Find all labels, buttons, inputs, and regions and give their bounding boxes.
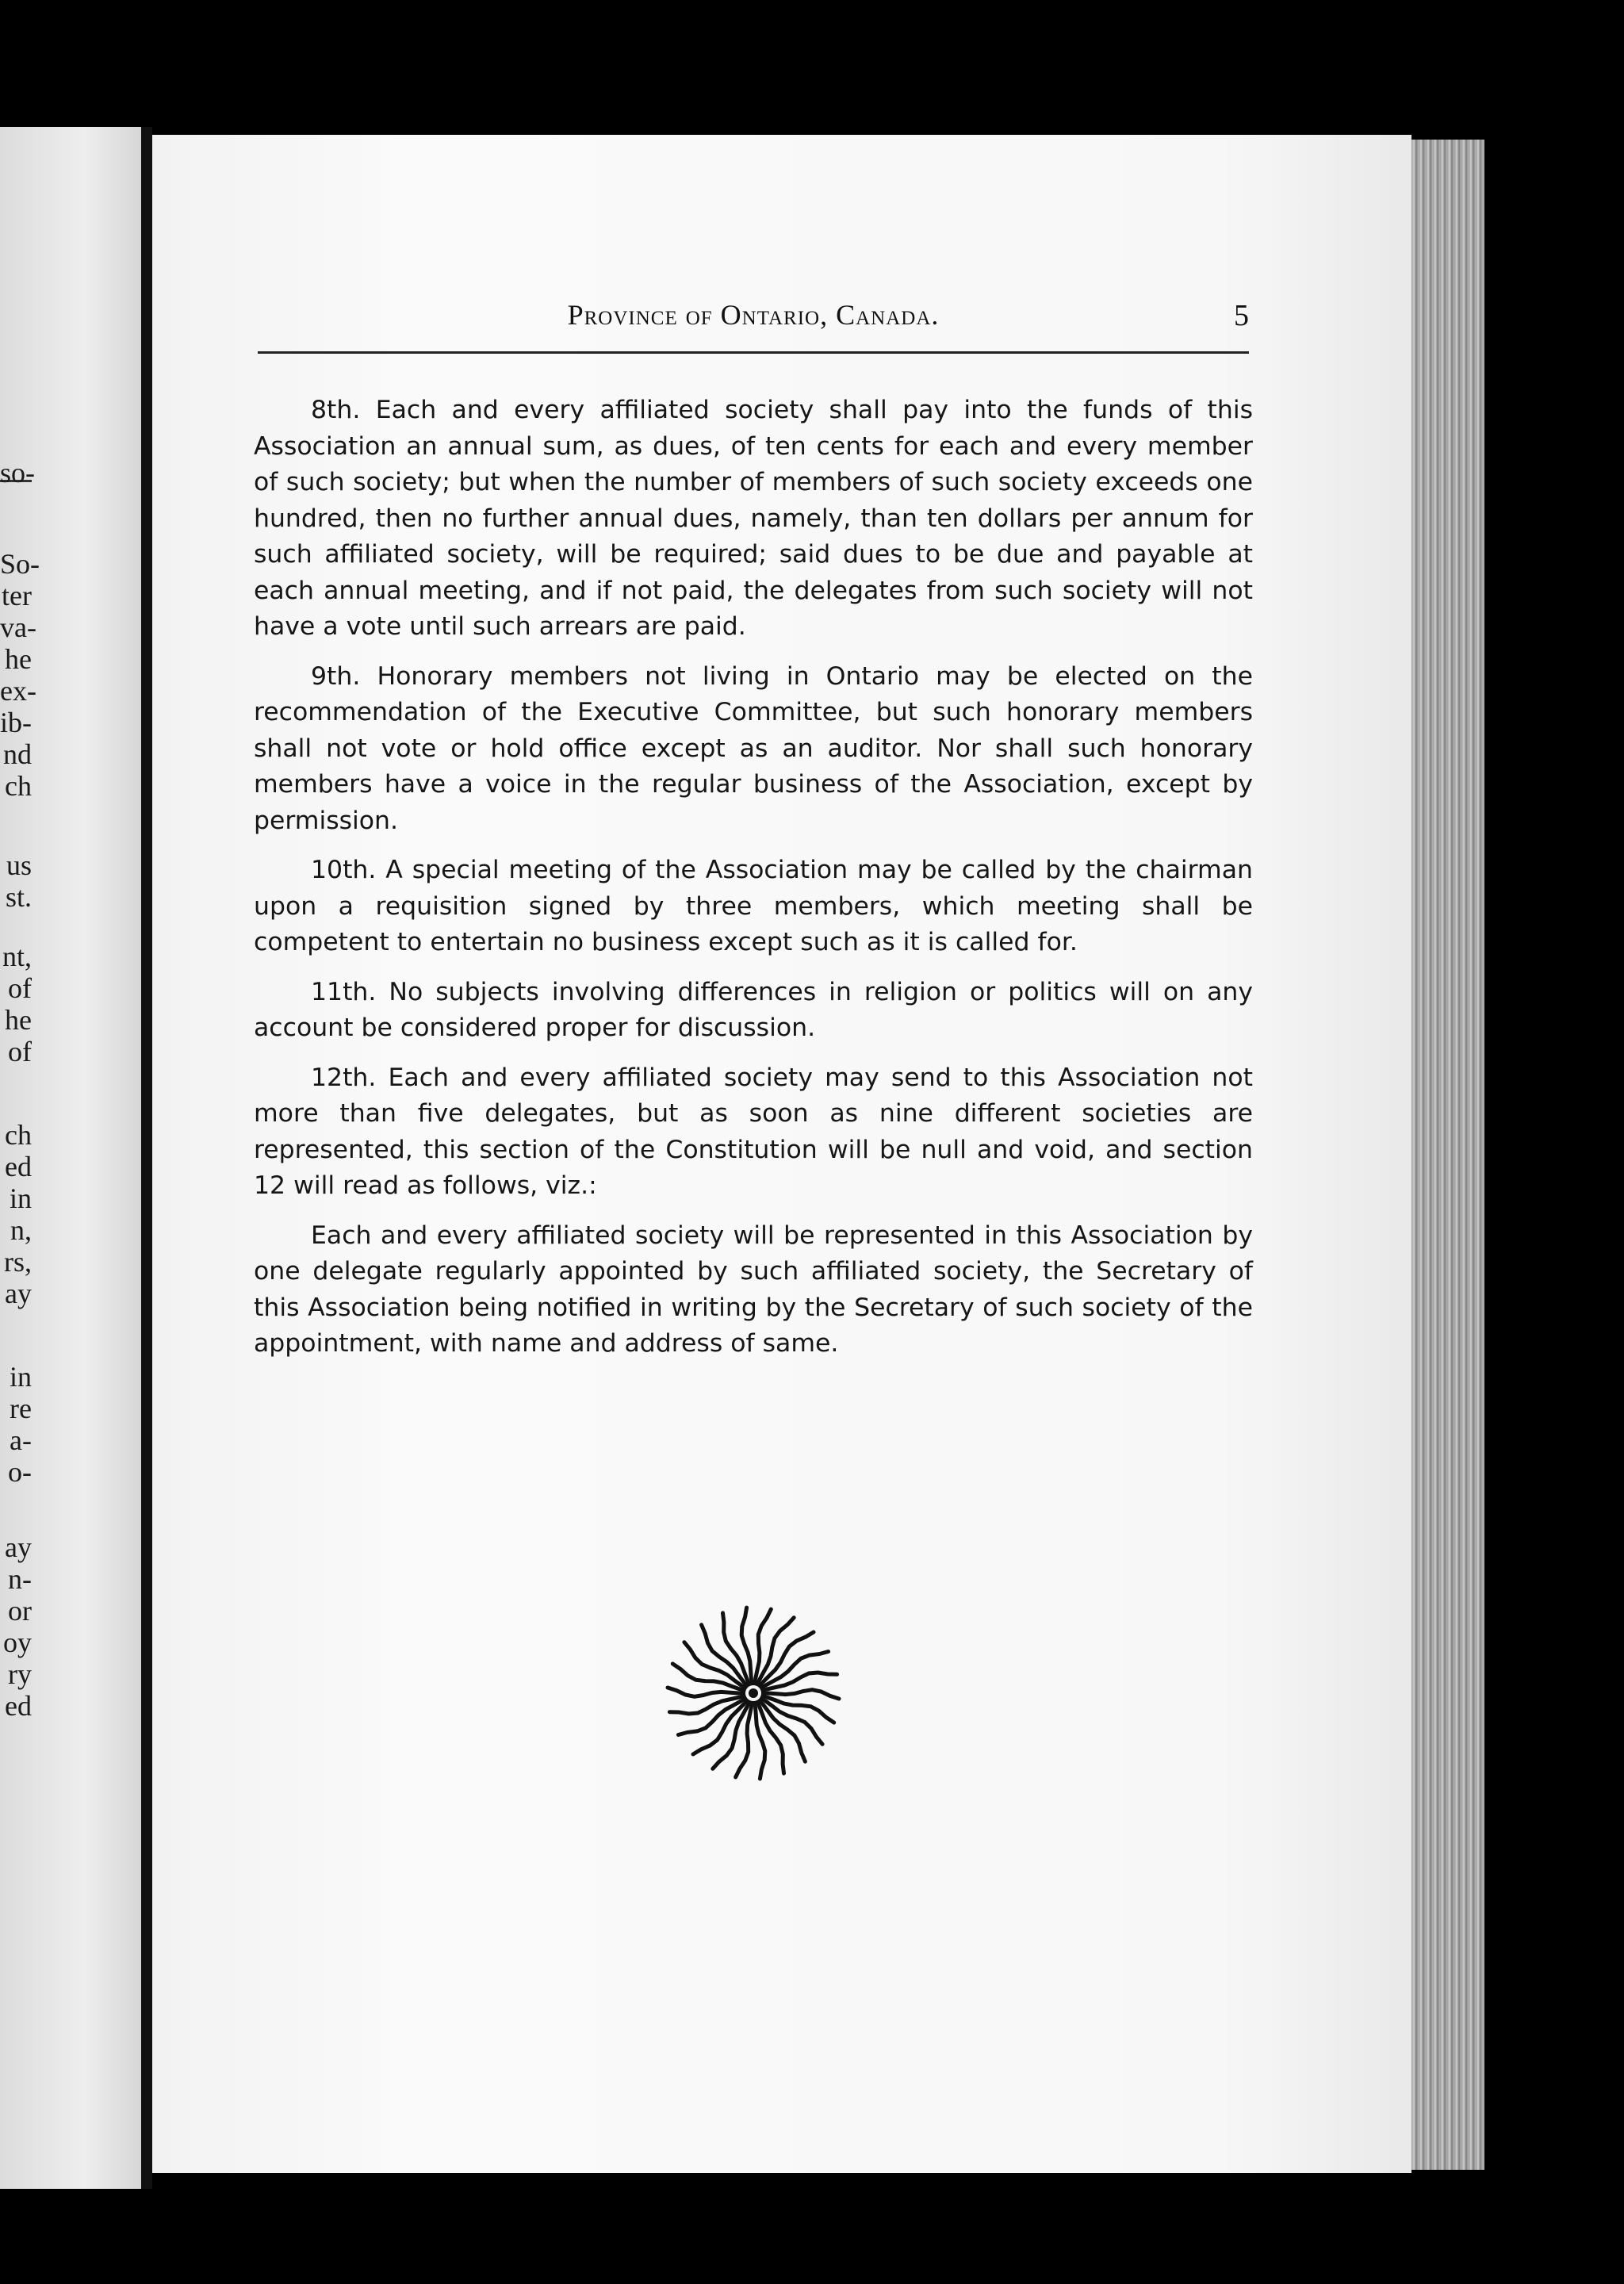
facing-page-fragment: rs, [4, 1246, 32, 1278]
facing-page-fragment: n, [10, 1214, 32, 1246]
ornament-ray [668, 1688, 739, 1696]
page-header [258, 298, 1249, 346]
facing-page-fragment: of [8, 1036, 32, 1067]
facing-page-fragment: he [5, 1004, 32, 1036]
header-rule [258, 351, 1249, 354]
facing-page-fragment: ch [5, 770, 32, 802]
ornament-ray [768, 1690, 839, 1699]
facing-page [0, 127, 141, 2189]
facing-page-fragment: ex- [0, 675, 36, 707]
ornament-ray [756, 1609, 772, 1679]
facing-page-fragment: ay [5, 1278, 32, 1309]
ornament-ray [736, 1707, 752, 1777]
page-edges [1411, 140, 1484, 2170]
body-text [254, 393, 1253, 1376]
facing-page-fragment: ry [8, 1658, 32, 1690]
facing-page-fragment: so- [0, 457, 35, 489]
facing-page-fragment: ib- [0, 707, 32, 738]
paragraph-9th: 9th. Honorary members not living in Ontario may be elected on the recommendation of the Executive Committee, but such honorary members shall not vote or hold office except as an auditor. Nor shall such honorary members have a voice in the regular business of the Association, except by permission. [254, 661, 1253, 835]
facing-page-fragment: a- [10, 1424, 32, 1456]
facing-page-fragment: n- [8, 1563, 32, 1595]
facing-page-fragment: ed [5, 1151, 32, 1182]
facing-page-fragment: re [10, 1393, 32, 1424]
paragraph-12th: 12th. Each and every affiliated society may send to this Association not more than five delegates, but as soon as nine different societies are represented, this section of the Constitution will be null and void, and section 12 will read as follows, viz.: [254, 1063, 1253, 1200]
facing-page-fragment: va- [0, 611, 36, 643]
facing-page-fragment: ay [5, 1531, 32, 1563]
paragraph-section-12-text: Each and every affiliated society will be represented in this Association by one delegate regularly appointed by such affiliated society, the Secretary of this Association being notified in writing by the Secretary of such society of the appointment, with name and address of same. [254, 1221, 1253, 1358]
facing-page-text [0, 127, 141, 2189]
facing-page-fragment: ed [5, 1690, 32, 1722]
book-gutter [141, 127, 152, 2189]
facing-page-fragment: in [9, 1182, 32, 1214]
sun-burst-ornament-icon [666, 1602, 841, 1784]
paragraph-11th: 11th. No subjects involving differences in religion or politics will on any account be considered proper for discussion. [254, 977, 1253, 1042]
facing-page-fragment: ter [2, 580, 32, 611]
facing-page-fragment: st. [5, 881, 32, 913]
facing-page-fragment: nt, [2, 941, 32, 972]
facing-page-fragment: us [6, 849, 32, 881]
facing-page-fragment: he [5, 643, 32, 675]
page-number: 5 [1234, 299, 1249, 332]
facing-page-fragment: nd [3, 738, 32, 770]
facing-page-fragment: So- [0, 548, 40, 580]
facing-page-fragment: oy [3, 1627, 32, 1658]
facing-page-fragment: ch [5, 1119, 32, 1151]
facing-page-fragment: in [9, 1361, 32, 1393]
paragraph-10th: 10th. A special meeting of the Association may be called by the chairman upon a requisition signed by three members, which meeting shall be competent to entertain no business except such as it is called for. [254, 856, 1253, 956]
paragraph-8th: 8th. Each and every affiliated society shall pay into the funds of this Association an annual sum, as dues, of ten cents for each and every member of such society; but when the number of members of such society exceeds one hundred, then no further annual dues, namely, than ten dollars per annum for such affiliated society, will be required; said dues to be due and payable at each annual meeting, and if not paid, the delegates from such society will not have a vote until such arrears are paid. [254, 396, 1253, 641]
running-head: Province of Ontario, Canada. [567, 299, 940, 331]
facing-page-fragment: o- [8, 1456, 32, 1488]
facing-page-fragment: of [8, 972, 32, 1004]
facing-page-fragment: or [8, 1595, 32, 1627]
